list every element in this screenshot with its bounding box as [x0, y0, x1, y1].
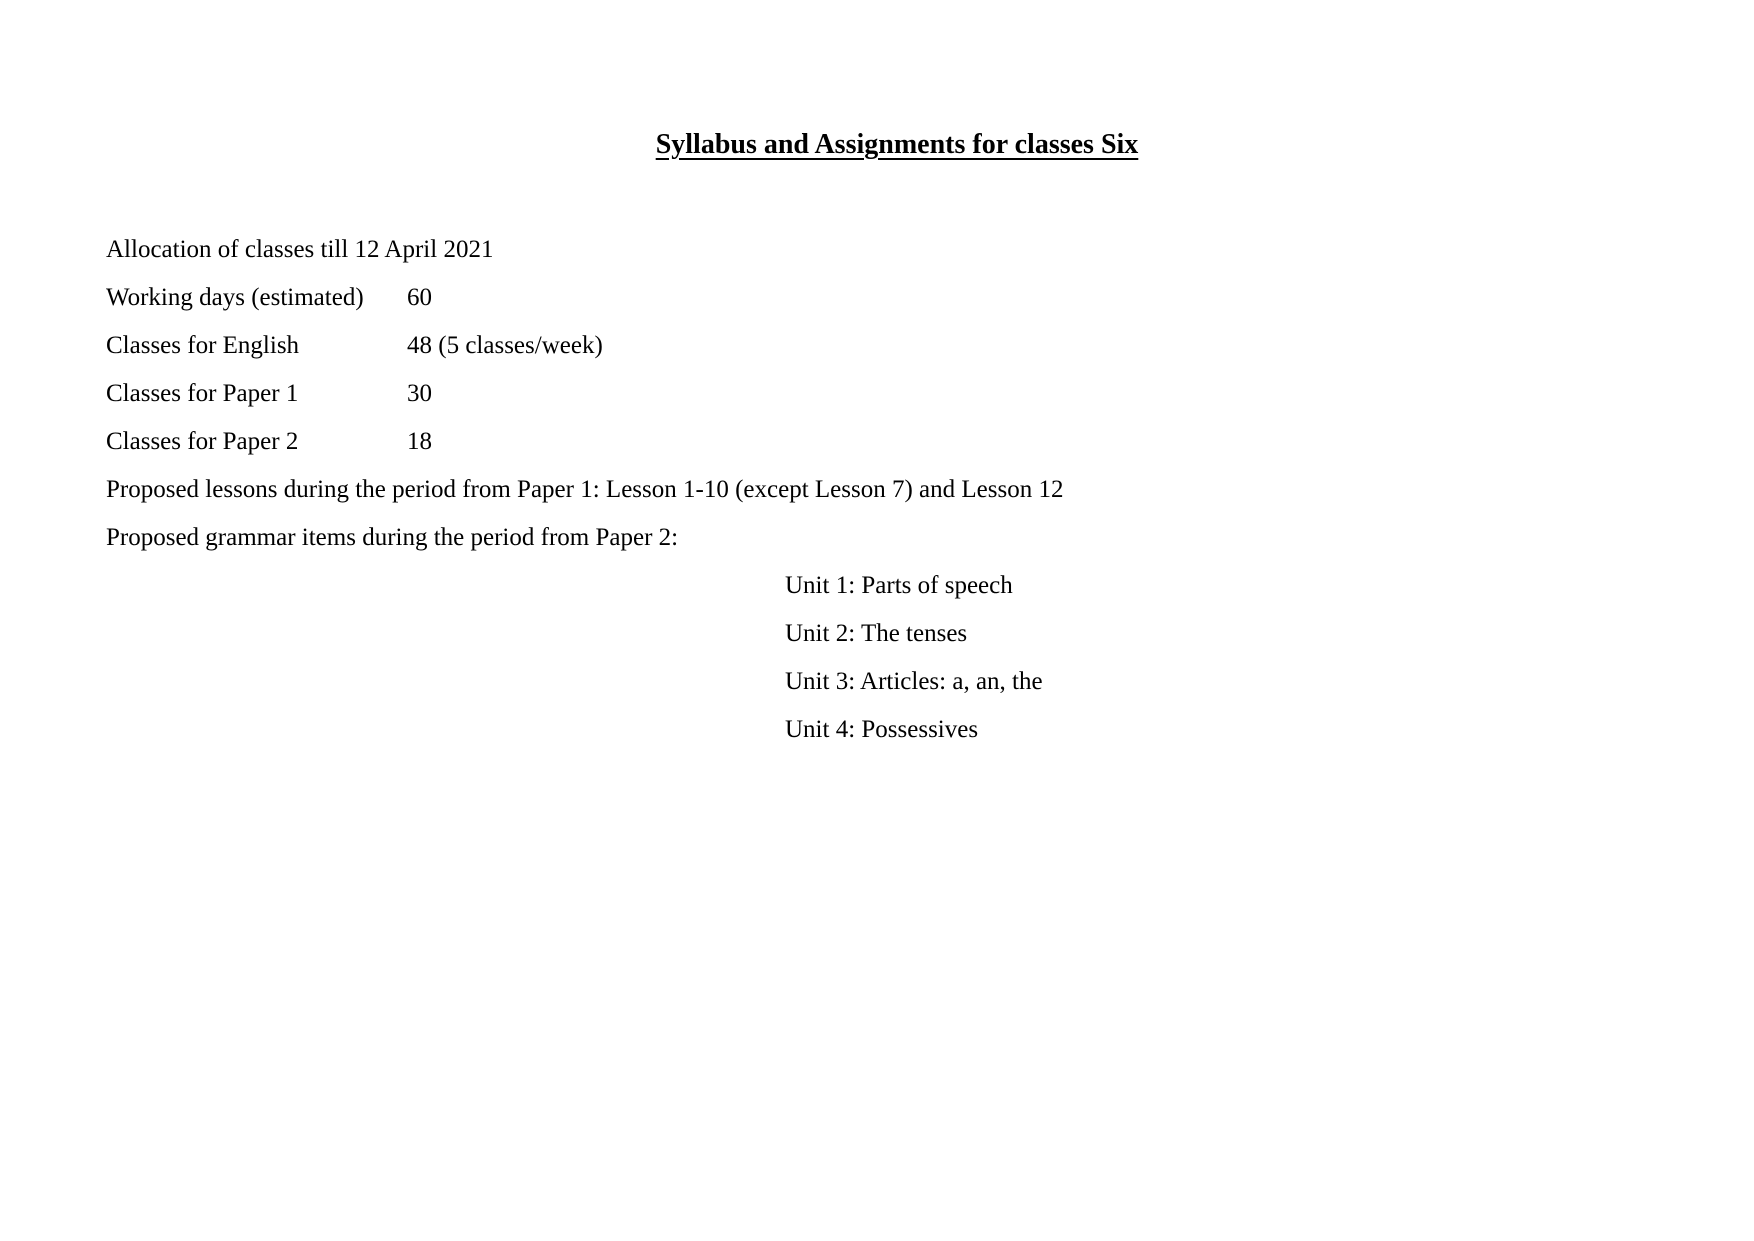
proposed-grammar-heading: Proposed grammar items during the period from Paper 2: — [106, 524, 679, 551]
allocation-label: Classes for Paper 1 — [106, 380, 299, 407]
grammar-unit: Unit 1: Parts of speech — [785, 572, 1013, 599]
grammar-unit: Unit 2: The tenses — [785, 620, 968, 647]
proposed-lessons: Proposed lessons during the period from Paper 1: Lesson 1-10 (except Lesson 7) and Lesson 12 — [106, 476, 1064, 503]
allocation-value: 30 — [407, 380, 432, 407]
allocation-heading: Allocation of classes till 12 April 2021 — [106, 236, 494, 263]
allocation-value: 18 — [407, 428, 432, 455]
allocation-label: Classes for Paper 2 — [106, 428, 299, 455]
allocation-label: Working days (estimated) — [106, 284, 364, 311]
grammar-unit: Unit 3: Articles: a, an, the — [785, 668, 1043, 695]
allocation-value: 60 — [407, 284, 432, 311]
grammar-unit: Unit 4: Possessives — [785, 716, 979, 743]
document-title: Syllabus and Assignments for classes Six — [655, 129, 1139, 160]
allocation-value: 48 (5 classes/week) — [407, 332, 603, 359]
allocation-label: Classes for English — [106, 332, 300, 359]
